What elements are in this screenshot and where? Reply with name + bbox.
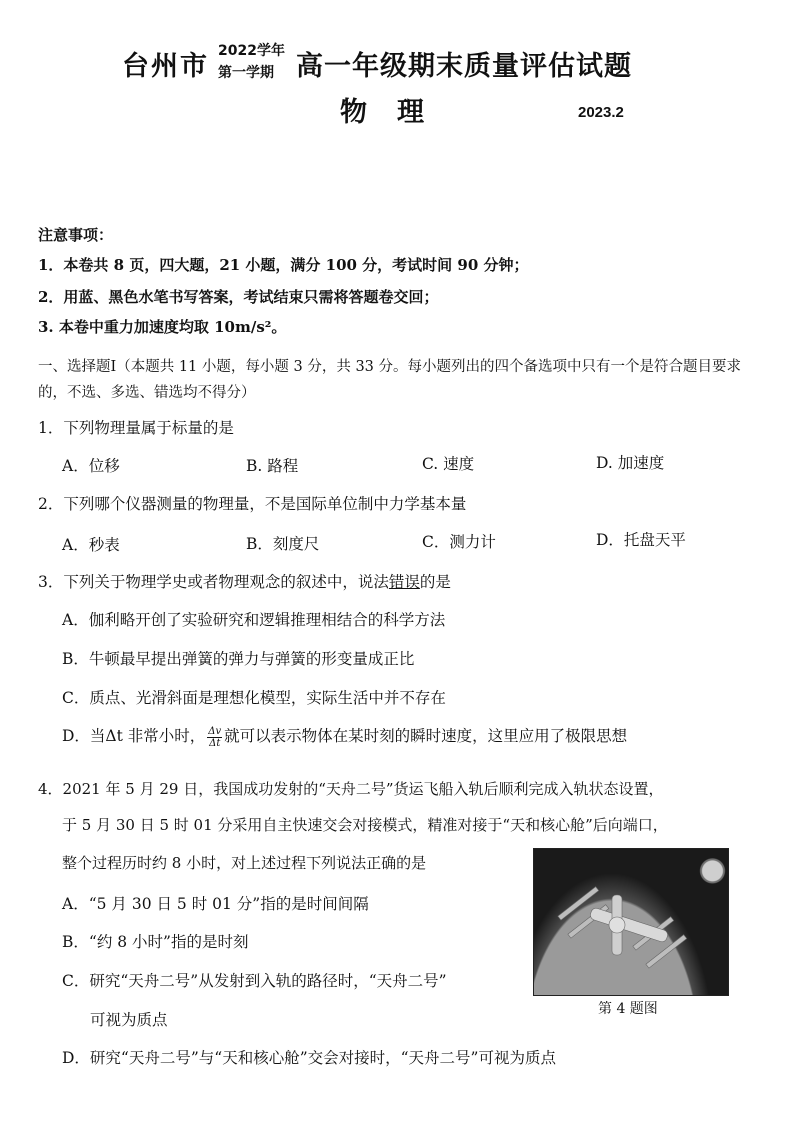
- q3-option-a: A．伽利略开创了实验研究和逻辑推理相结合的科学方法: [62, 611, 446, 629]
- q4-option-a: A．“5 月 30 日 5 时 01 分”指的是时间间隔: [62, 895, 369, 913]
- q3-stem-end: 的是: [419, 573, 451, 591]
- header-year: 2022学年: [218, 43, 285, 59]
- q2-option-d: D．托盘天平: [596, 531, 686, 549]
- q1-option-a: A．位移: [62, 457, 120, 475]
- note-item: 2．用蓝、黑色水笔书写答案，考试结束只需将答题卷交回；: [38, 288, 439, 306]
- q1-option-d: D. 加速度: [596, 454, 665, 472]
- q3-option-d-end: 就可以表示物体在某时刻的瞬时速度，这里应用了极限思想: [224, 727, 628, 745]
- q2-option-b: B．刻度尺: [246, 535, 320, 553]
- q4-option-c-line1: C．研究“天舟二号”从发射到入轨的路径时，“天舟二号”: [62, 972, 447, 990]
- q2-option-c: C．测力计: [422, 533, 496, 551]
- notes-heading: 注意事项：: [38, 226, 114, 244]
- q4-option-d: D．研究“天舟二号”与“天和核心舱”交会对接时，“天舟二号”可视为质点: [62, 1049, 556, 1067]
- note-item: 1．本卷共 8 页，四大题，21 小题，满分 100 分，考试时间 90 分钟；: [38, 256, 529, 274]
- note-item: 3. 本卷中重力加速度均取 10m/s²。: [38, 318, 287, 336]
- question-2-stem: 2．下列哪个仪器测量的物理量，不是国际单位制中力学基本量: [38, 495, 467, 513]
- question-4-stem-line2: 于 5 月 30 日 5 时 01 分采用自主快速交会对接模式，精准对接于“天和核心舱”后向端口，: [62, 816, 668, 834]
- q3-option-b: B．牛顿最早提出弹簧的弹力与弹簧的形变量成正比: [62, 650, 415, 668]
- question-4-stem-line3: 整个过程历时约 8 小时，对上述过程下列说法正确的是: [62, 854, 427, 872]
- exam-title: 高一年级期末质量评估试题: [296, 51, 632, 82]
- space-station-illustration: [534, 849, 728, 995]
- q3-option-d-start: D．当Δt 非常小时，: [62, 727, 206, 745]
- section-heading: 一、选择题Ⅰ（本题共 11 小题，每小题 3 分，共 33 分。每小题列出的四个备选项中只有一个是符合题目要求的，不选、多选、错选均不得分）: [38, 359, 742, 401]
- delta-v-over-delta-t: [207, 726, 222, 749]
- fraction-numerator: Δv: [208, 725, 222, 737]
- q4-option-c-line2: 可视为质点: [90, 1011, 168, 1029]
- figure-caption: 第 4 题图: [598, 1001, 658, 1017]
- q3-stem-start: 3．下列关于物理学史或者物理观念的叙述中，说法: [38, 573, 389, 591]
- space-station-photo: [533, 848, 729, 996]
- q2-option-a: A．秒表: [62, 536, 120, 554]
- question-4-stem-line1: 4．2021 年 5 月 29 日，我国成功发射的“天舟二号”货运飞船入轨后顺利完成入轨状态设置，: [38, 780, 664, 798]
- header-city: 台州市: [122, 51, 209, 82]
- question-3-stem: [38, 570, 451, 592]
- fraction-denominator: Δt: [209, 737, 221, 749]
- header-term: [218, 40, 285, 84]
- header-semester: 第一学期: [218, 65, 274, 81]
- q4-option-b: B．“约 8 小时”指的是时刻: [62, 933, 249, 951]
- q3-option-d: [62, 724, 627, 749]
- q1-option-c: C. 速度: [422, 455, 475, 473]
- question-1-stem: 1．下列物理量属于标量的是: [38, 419, 234, 437]
- q3-option-c: C．质点、光滑斜面是理想化模型，实际生活中并不存在: [62, 689, 446, 707]
- subject-title: 物理: [340, 97, 454, 128]
- q1-option-b: B. 路程: [246, 457, 299, 475]
- q3-stem-emphasis: 错误: [388, 573, 420, 591]
- exam-date: 2023.2: [578, 104, 624, 121]
